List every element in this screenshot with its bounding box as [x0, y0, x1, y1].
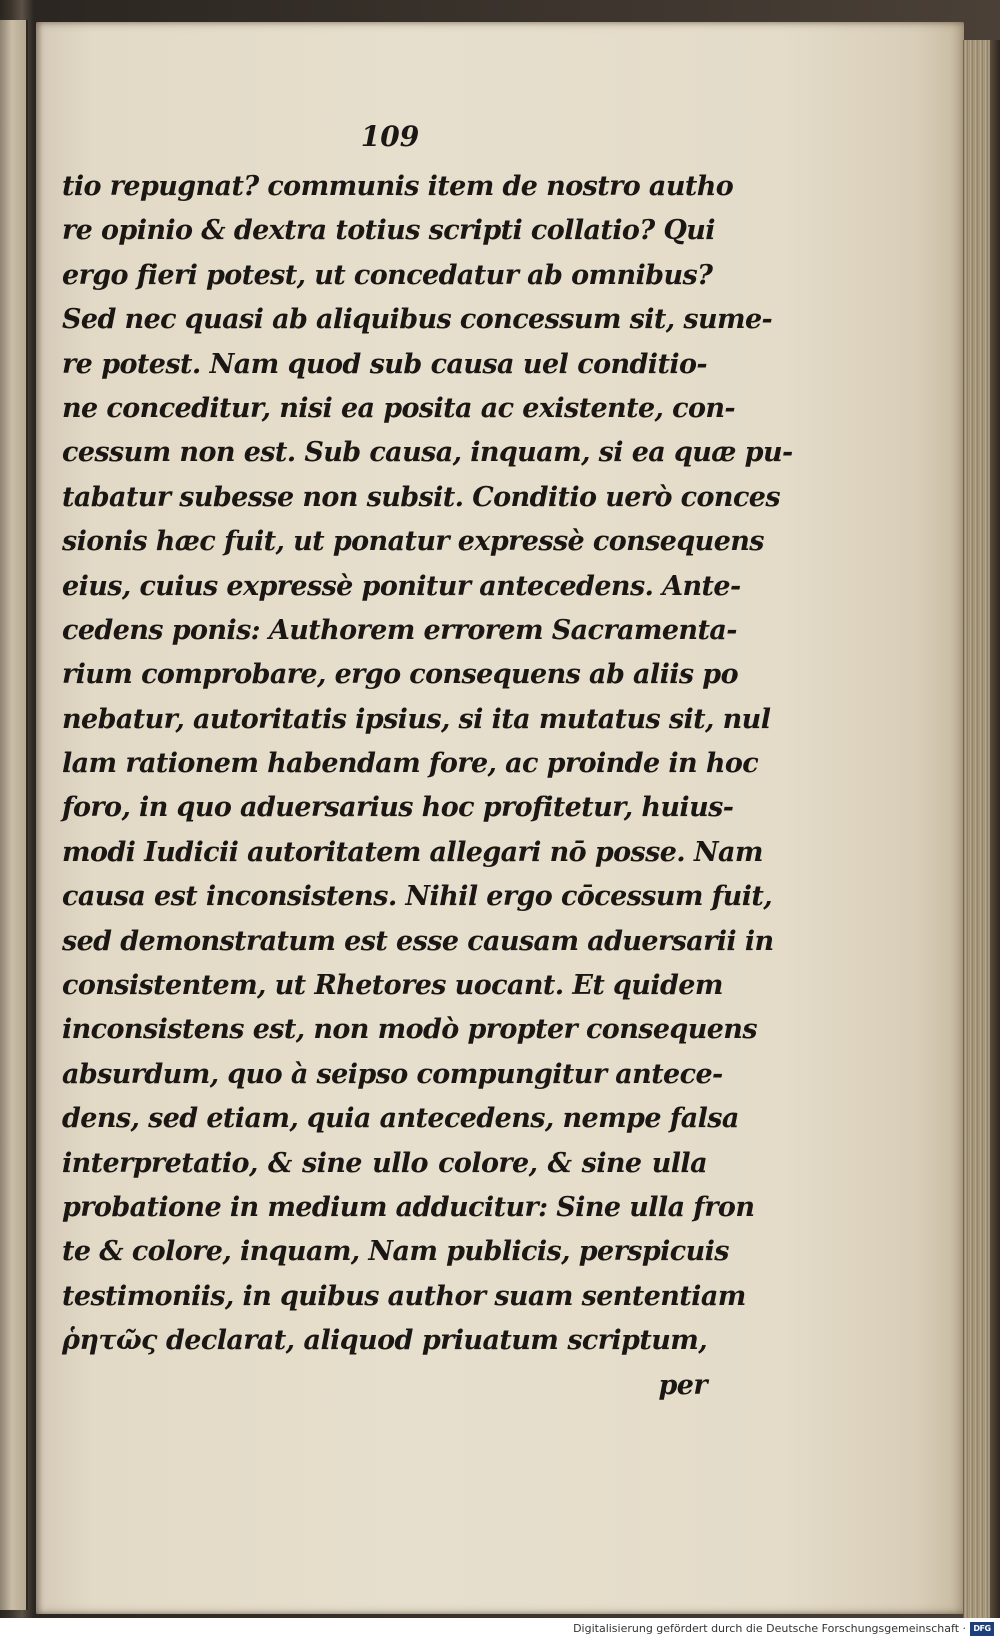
text-line: re opinio & dextra totius scripti collatio? Qui	[62, 215, 715, 247]
text-line: sionis hæc fuit, ut ponatur expressè consequens	[62, 526, 764, 558]
text-line: tabatur subesse non subsit. Conditio uerò conces	[62, 481, 780, 513]
text-line: probatione in medium adducitur: Sine ulla fron	[62, 1191, 755, 1223]
page-number: 109	[360, 120, 420, 153]
catchword: per	[658, 1369, 707, 1401]
page-edge-stack	[963, 40, 1000, 1618]
text-line: ῥητῶς declarat, aliquod priuatum scriptum,	[62, 1325, 707, 1357]
text-line: modi Iudicii autoritatem allegari nō posse. Nam	[62, 836, 763, 868]
funding-credit: Digitalisierung gefördert durch die Deutsche Forschungsgemeinschaft ·	[573, 1622, 966, 1635]
text-line: dens, sed etiam, quia antecedens, nempe falsa	[62, 1103, 739, 1135]
text-line: foro, in quo aduersarius hoc profitetur, huius-	[62, 792, 734, 824]
text-line: Sed nec quasi ab aliquibus concessum sit, sume-	[62, 304, 773, 336]
footer-bar	[0, 1618, 1000, 1641]
text-line: re potest. Nam quod sub causa uel conditio-	[62, 348, 707, 380]
dfg-logo: DFG	[970, 1622, 994, 1636]
text-line: eius, cuius expressè ponitur antecedens. Ante-	[62, 570, 741, 602]
text-line: rium comprobare, ergo consequens ab aliis po	[62, 659, 738, 691]
text-line: sed demonstratum est esse causam aduersarii in	[62, 925, 774, 957]
text-line: cedens ponis: Authorem errorem Sacramenta-	[62, 614, 737, 646]
text-line: consistentem, ut Rhetores uocant. Et quidem	[62, 970, 723, 1002]
text-line: tio repugnat? communis item de nostro autho	[62, 171, 734, 202]
body-text	[62, 165, 793, 1408]
text-line: nebatur, autoritatis ipsius, si ita mutatus sit, nul	[62, 703, 771, 735]
left-page-edge	[0, 20, 28, 1610]
text-line: testimoniis, in quibus author suam sententiam	[62, 1280, 746, 1312]
text-line: te & colore, inquam, Nam publicis, perspicuis	[62, 1236, 729, 1268]
text-line: cessum non est. Sub causa, inquam, si ea quæ pu-	[62, 437, 793, 469]
text-line: causa est inconsistens. Nihil ergo cōcessum fuit,	[62, 881, 773, 913]
text-line: ne conceditur, nisi ea posita ac existente, con-	[62, 392, 736, 424]
text-line: absurdum, quo à seipso compungitur antece-	[62, 1058, 723, 1090]
text-line: ergo fieri potest, ut concedatur ab omnibus?	[62, 259, 713, 291]
text-line: inconsistens est, non modò propter consequens	[62, 1014, 757, 1046]
text-line: interpretatio, & sine ullo colore, & sine ulla	[62, 1147, 707, 1179]
text-line: lam rationem habendam fore, ac proinde in hoc	[62, 748, 759, 780]
